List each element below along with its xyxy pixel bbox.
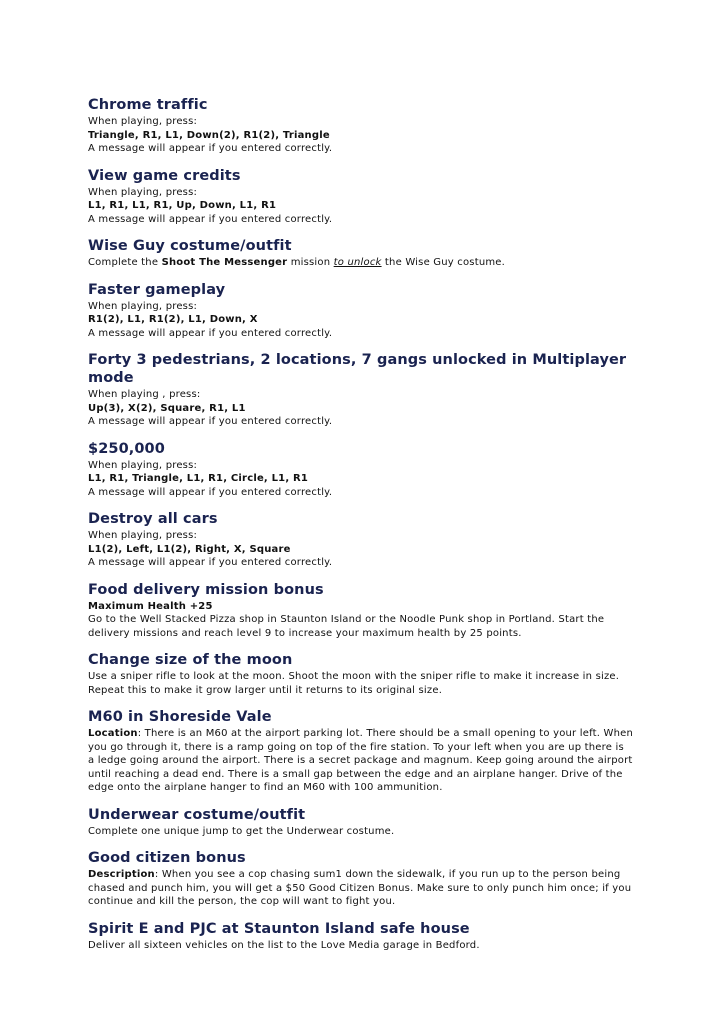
- section-heading: Spirit E and PJC at Staunton Island safe house: [88, 920, 470, 937]
- body-line: Use a sniper rifle to look at the moon. Shoot the moon with the sniper rifle to make it increase in size.: [88, 671, 620, 682]
- body-text: [88, 256, 648, 270]
- body-text-post: the Wise Guy costume.: [381, 257, 506, 268]
- section-heading: Faster gameplay: [88, 281, 226, 298]
- body-line: delivery missions and reach level 9 to increase your maximum health by 25 points.: [88, 627, 522, 639]
- body-line: [88, 727, 648, 741]
- section-heading: Change size of the moon: [88, 652, 293, 668]
- body-line: Go to the Well Stacked Pizza shop in Staunton Island or the Noodle Punk shop in Portland. Start the: [88, 614, 605, 625]
- body-line: a ledge going around the airport. There is a secret package and magnum. Keep going around the airport: [88, 755, 633, 766]
- body-line: Complete one unique jump to get the Underwear costume.: [88, 825, 395, 837]
- instruction-text: When playing, press:: [88, 530, 198, 541]
- cheat-code: R1(2), L1, R1(2), L1, Down, X: [88, 314, 258, 325]
- section-heading: Good citizen bonus: [88, 850, 246, 866]
- section-chrome-traffic: [88, 96, 648, 156]
- section-heading: Underwear costume/outfit: [88, 806, 306, 823]
- instruction-text: When playing, press:: [88, 186, 198, 198]
- section-heading: View game credits: [88, 167, 241, 184]
- cheat-code: L1(2), Left, L1(2), Right, X, Square: [88, 543, 291, 555]
- note-text: A message will appear if you entered correctly.: [88, 557, 333, 568]
- section-destroy-all-cars: [88, 510, 648, 570]
- body-line: continue and kill the person, the cop will want to fight you.: [88, 896, 396, 907]
- body-line: Repeat this to make it grow larger until it returns to its original size.: [88, 684, 443, 696]
- note-text: A message will appear if you entered correctly.: [88, 327, 333, 339]
- section-heading: $250,000: [88, 440, 165, 457]
- subheading: Maximum Health +25: [88, 600, 213, 612]
- section-staunton-safe-house: [88, 920, 648, 953]
- section-heading: Food delivery mission bonus: [88, 581, 324, 598]
- section-good-citizen-bonus: [88, 849, 648, 909]
- section-multiplayer-unlock: [88, 351, 648, 429]
- section-moon-size: [88, 651, 648, 697]
- body-line: edge onto the airplane hanger to find an M60 with 100 ammunition.: [88, 782, 443, 793]
- mission-name: Shoot The Messenger: [161, 257, 288, 268]
- unlock-link[interactable]: to unlock: [333, 257, 382, 268]
- section-view-game-credits: [88, 167, 648, 227]
- note-text: A message will appear if you entered correctly.: [88, 213, 333, 225]
- cheat-code: Up(3), X(2), Square, R1, L1: [88, 402, 246, 414]
- instruction-text: When playing, press:: [88, 300, 198, 312]
- body-first-text: : When you see a cop chasing sum1 down the sidewalk, if you run up to the person being: [154, 869, 621, 880]
- cheat-code: L1, R1, Triangle, L1, R1, Circle, L1, R1: [88, 473, 309, 484]
- section-m60-shoreside: [88, 708, 648, 795]
- note-text: A message will appear if you entered correctly.: [88, 143, 333, 154]
- section-heading: Destroy all cars: [88, 511, 218, 527]
- document-page: [88, 96, 648, 963]
- body-line: chased and punch him, you will get a $50 Good Citizen Bonus. Make sure to only punch him once; if you: [88, 882, 632, 894]
- section-money: [88, 440, 648, 500]
- body-label: Location: [88, 728, 138, 739]
- note-text: A message will appear if you entered correctly.: [88, 416, 333, 427]
- section-heading: M60 in Shoreside Vale: [88, 709, 272, 725]
- note-text: A message will appear if you entered correctly.: [88, 486, 333, 498]
- body-label: Description: [88, 869, 155, 880]
- body-line: [88, 868, 648, 882]
- body-first-text: : There is an M60 at the airport parking lot. There should be a small opening to your left. When: [137, 728, 634, 739]
- instruction-text: When playing, press:: [88, 116, 198, 127]
- body-line: Deliver all sixteen vehicles on the list to the Love Media garage in Bedford.: [88, 939, 480, 951]
- instruction-text: When playing , press:: [88, 389, 201, 400]
- body-text-mid: mission: [287, 257, 334, 268]
- section-heading: Wise Guy costume/outfit: [88, 238, 292, 254]
- section-heading: Chrome traffic: [88, 97, 208, 113]
- section-faster-gameplay: [88, 281, 648, 341]
- cheat-code: Triangle, R1, L1, Down(2), R1(2), Triangle: [88, 129, 330, 141]
- section-heading: Forty 3 pedestrians, 2 locations, 7 gangs unlocked in Multiplayer mode: [88, 352, 627, 386]
- section-food-delivery-bonus: [88, 581, 648, 641]
- body-text-pre: Complete the: [88, 257, 162, 268]
- cheat-code: L1, R1, L1, R1, Up, Down, L1, R1: [88, 200, 277, 211]
- body-line: you go through it, there is a ramp going on top of the fire station. To your left when you are up there is: [88, 741, 624, 753]
- section-wise-guy-costume: [88, 237, 648, 270]
- body-line: until reaching a dead end. There is a small gap between the edge and an airplane hanger. Drive of the: [88, 768, 623, 780]
- section-underwear-costume: [88, 806, 648, 839]
- instruction-text: When playing, press:: [88, 459, 198, 471]
